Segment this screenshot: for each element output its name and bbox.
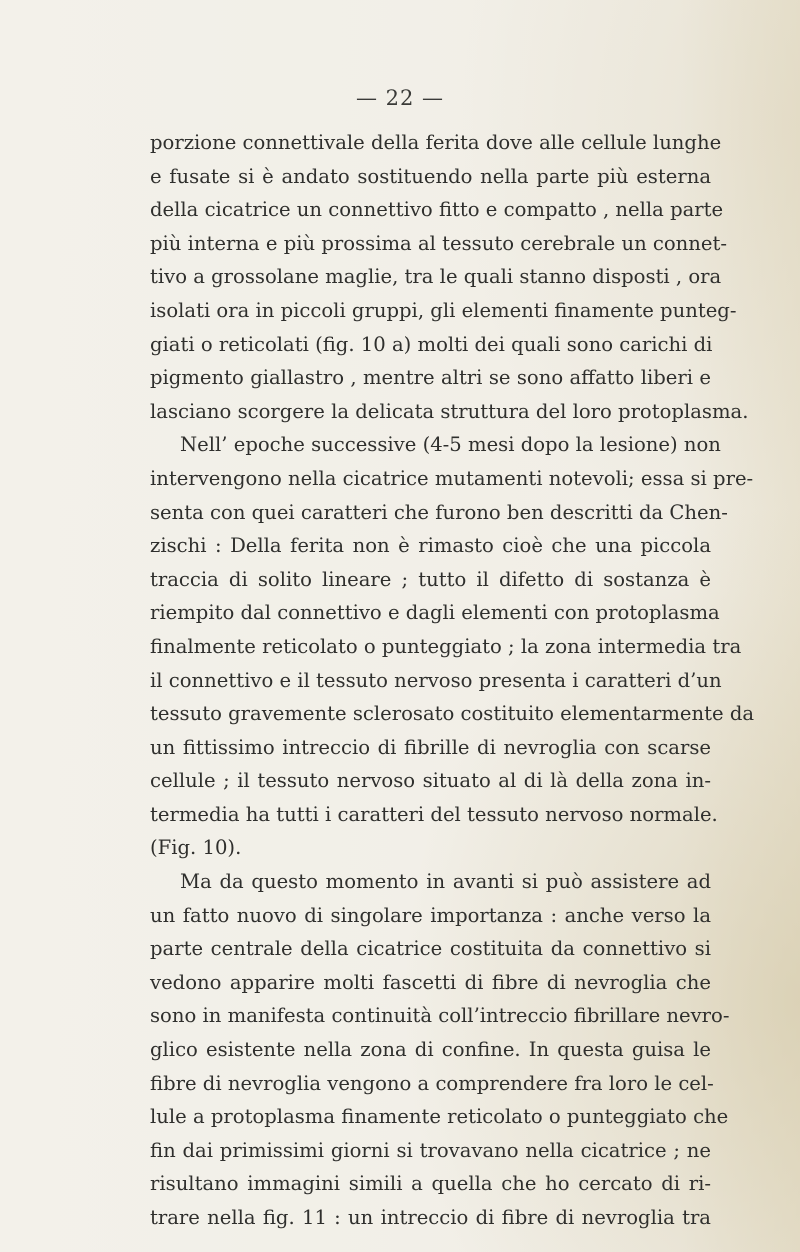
text-line: glico esistente nella zona di confine. In questa guisa le	[150, 1038, 711, 1062]
text-line: risultano immagini simili a quella che ho cercato di ri-	[150, 1172, 711, 1196]
page-number: — 22 —	[355, 86, 445, 110]
text-line: un fatto nuovo di singolare importanza : anche verso la	[150, 903, 711, 927]
text-line: e fusate si è andato sostituendo nella parte più esterna	[150, 164, 711, 188]
text-line: lasciano scorgere la delicata struttura del loro protoplasma.	[150, 399, 749, 423]
text-line: tessuto gravemente sclerosato costituito elementarmente da	[150, 702, 755, 726]
text-line: della cicatrice un connettivo fitto e compatto , nella parte	[150, 198, 724, 222]
text-line: termedia ha tutti i caratteri del tessuto nervoso normale.	[150, 802, 718, 826]
text-line: parte centrale della cicatrice costituita da connettivo si	[150, 937, 711, 961]
text-line: un fittissimo intreccio di fibrille di nevroglia con scarse	[150, 735, 711, 759]
text-line: sono in manifesta continuità coll’intreccio fibrillare nevro-	[150, 1004, 730, 1028]
text-line: isolati ora in piccoli gruppi, gli elementi finamente punteg-	[150, 298, 737, 322]
text-line: lule a protoplasma finamente reticolato o punteggiato che	[150, 1105, 729, 1129]
text-line: cellule ; il tessuto nervoso situato al di là della zona in-	[150, 769, 711, 793]
text-line: trare nella fig. 11 : un intreccio di fibre di nevroglia tra	[150, 1206, 711, 1229]
text-line: più interna e più prossima al tessuto cerebrale un connet-	[150, 231, 728, 255]
text-line: pigmento giallastro , mentre altri se sono affatto liberi e	[150, 366, 711, 390]
text-line: fin dai primissimi giorni si trovavano nella cicatrice ; ne	[150, 1138, 711, 1162]
text-line: il connettivo e il tessuto nervoso presenta i caratteri d’un	[150, 668, 722, 692]
text-line: finalmente reticolato o punteggiato ; la zona intermedia tra	[150, 634, 742, 658]
text-line: fibre di nevroglia vengono a comprendere fra loro le cel-	[150, 1071, 714, 1095]
text-line: riempito dal connettivo e dagli elementi con protoplasma	[150, 601, 720, 625]
text-line: zischi : Della ferita non è rimasto cioè che una piccola	[150, 534, 711, 558]
text-line: (Fig. 10).	[150, 836, 242, 860]
text-line: giati o reticolati (fig. 10 a) molti dei quali sono carichi di	[150, 332, 713, 356]
text-line: traccia di solito lineare ; tutto il difetto di sostanza è	[150, 567, 711, 591]
text-line: Nell’ epoche successive (4-5 mesi dopo la lesione) non	[180, 433, 721, 457]
text-line: tivo a grossolane maglie, tra le quali stanno disposti , ora	[150, 265, 722, 289]
text-line: vedono apparire molti fascetti di fibre di nevroglia che	[150, 970, 711, 994]
text-line: porzione connettivale della ferita dove alle cellule lunghe	[150, 131, 722, 154]
body-text	[150, 96, 755, 1235]
text-line: Ma da questo momento in avanti si può assistere ad	[180, 870, 711, 894]
text-line: senta con quei caratteri che furono ben descritti da Chen-	[150, 500, 728, 524]
text-line: intervengono nella cicatrice mutamenti notevoli; essa si pre-	[150, 466, 754, 490]
